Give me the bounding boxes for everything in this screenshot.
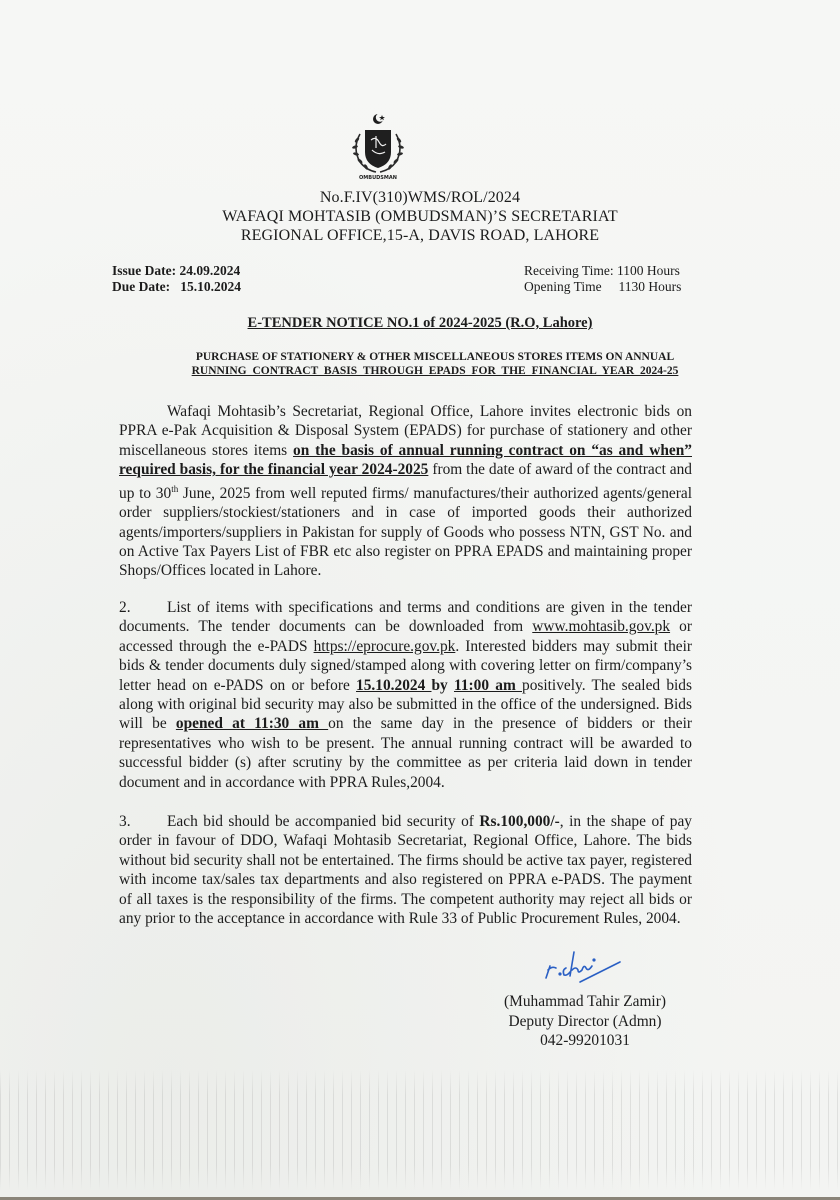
p2-deadline-date: 15.10.2024 <box>356 676 432 694</box>
p2-deadline-time: 11:00 am <box>453 676 522 694</box>
paragraph-1 <box>119 402 692 581</box>
bid-security-amount: Rs.100,000/- <box>479 813 560 830</box>
p1-text-2: from the date of award of the contract and up to 30 <box>119 461 693 502</box>
paragraph-3 <box>119 812 692 928</box>
signatory-block <box>470 992 700 1051</box>
reference-number: No.F.IV(310)WMS/ROL/2024 <box>319 189 521 206</box>
crest-label: OMBUDSMAN <box>359 175 397 180</box>
due-date-row <box>112 279 241 295</box>
due-date-label: Due Date: <box>112 279 171 294</box>
times-block <box>524 263 681 295</box>
issue-date-label: Issue Date: <box>112 263 177 278</box>
issue-date-value: 24.09.2024 <box>179 263 241 278</box>
signatory-phone: 042-99201031 <box>540 1032 630 1049</box>
organization-name: WAFAQI MOHTASIB (OMBUDSMAN)’S SECRETARIAT <box>222 208 618 225</box>
signatory-designation: Deputy Director (Admn) <box>508 1012 662 1030</box>
eprocure-website-link[interactable]: https://eprocure.gov.pk <box>313 637 456 655</box>
office-address: REGIONAL OFFICE,15-A, DAVIS ROAD, LAHORE <box>240 227 600 244</box>
p2-number: 2. <box>119 599 131 616</box>
p2-text-5: on the same day in the presence of bidders or their representatives who wish to be present. The annual running contract will be awarded to successful bidder (s) after scrutiny by the committee as per criteria laid down in tender document and in accordance with PPRA Rules,2004. <box>119 715 692 791</box>
p3-text-2: , in the shape of pay order in favour of DDO, Wafaqi Mohtasib Secretariat, Regional Office, Lahore. The bids without bid security shall not be entertained. The firms should be active tax payer, registered with income tax/sales tax departments and also registered on PPRA e-PADS. The payment of all taxes is the responsibility of the firms. The competent authority may reject all bids or any prior to the acceptance in accordance with Rule 33 of Public Procurement Rules, 2004. <box>119 813 692 928</box>
p3-number: 3. <box>119 813 131 830</box>
dates-block <box>112 263 241 295</box>
signatory-name: (Muhammad Tahir Zamir) <box>504 993 666 1010</box>
ombudsman-crest-icon <box>346 112 410 180</box>
receiving-time-value: 1100 Hours <box>617 263 680 278</box>
p3-text-1: Each bid should be accompanied bid security of <box>167 813 480 830</box>
opening-time-label: Opening Time <box>524 279 602 294</box>
p2-text-3: . Interested bidders may submit their bids & tender documents duly signed/stamped along with covering letter on firm/company’s letter head on e-PADS on or before <box>119 637 692 694</box>
handwritten-signature-icon <box>470 948 700 988</box>
opening-time-row <box>524 279 681 295</box>
subject-line-1: PURCHASE OF STATIONERY & OTHER MISCELLANEOUS STORES ITEMS ON ANNUAL <box>195 351 675 363</box>
subject-line-2: RUNNING CONTRACT BASIS THROUGH EPADS FOR THE FINANCIAL YEAR 2024-25 <box>191 365 679 377</box>
mohtasib-website-link[interactable]: www.mohtasib.gov.pk <box>532 618 671 636</box>
due-date-value: 15.10.2024 <box>180 279 241 294</box>
tender-notice-title: E-TENDER NOTICE NO.1 of 2024-2025 (R.O, Lahore) <box>247 315 593 331</box>
receiving-time-label: Receiving Time: <box>524 263 614 278</box>
p2-text-2: or accessed through the e-PADS <box>119 618 692 655</box>
tender-subject <box>130 350 740 378</box>
p2-text-4: positively. The sealed bids along with original bid security may also be submitted in the office of the undersigned. Bids will be <box>119 676 692 733</box>
p1-text-1: Wafaqi Mohtasib’s Secretariat, Regional Office, Lahore invites electronic bids on PPRA e-Pak Acquisition & Disposal System (EPADS) for purchase of stationery and other miscellaneous stores items <box>119 403 692 459</box>
paragraph-2 <box>119 598 692 792</box>
p2-by: by <box>431 676 454 694</box>
p1-text-3: June, 2025 from well reputed firms/ manufactures/their authorized agents/general order suppliers/stockiest/stationers and in case of imported goods their authorized agents/importers/suppliers in Pakistan for supply of Goods who possess NTN, GST No. and on Active Tax Payers List of FBR etc also register on PPRA EPADS and maintaining proper Shops/Offices located in Lahore. <box>119 484 692 580</box>
p1-contract-basis: on the basis of annual running contract on “as and when” required basis, for the financial year 2024-2025 <box>119 441 692 479</box>
p2-text-1: List of items with specifications and terms and conditions are given in the tender documents. The tender documents can be downloaded from <box>119 599 692 636</box>
p2-opening-time: opened at 11:30 am <box>175 715 329 733</box>
issue-date-row <box>112 263 241 279</box>
receiving-time-row <box>524 263 681 279</box>
p1-superscript: th <box>171 483 179 494</box>
opening-time-value: 1130 Hours <box>618 279 682 294</box>
scan-show-through <box>0 1070 840 1190</box>
